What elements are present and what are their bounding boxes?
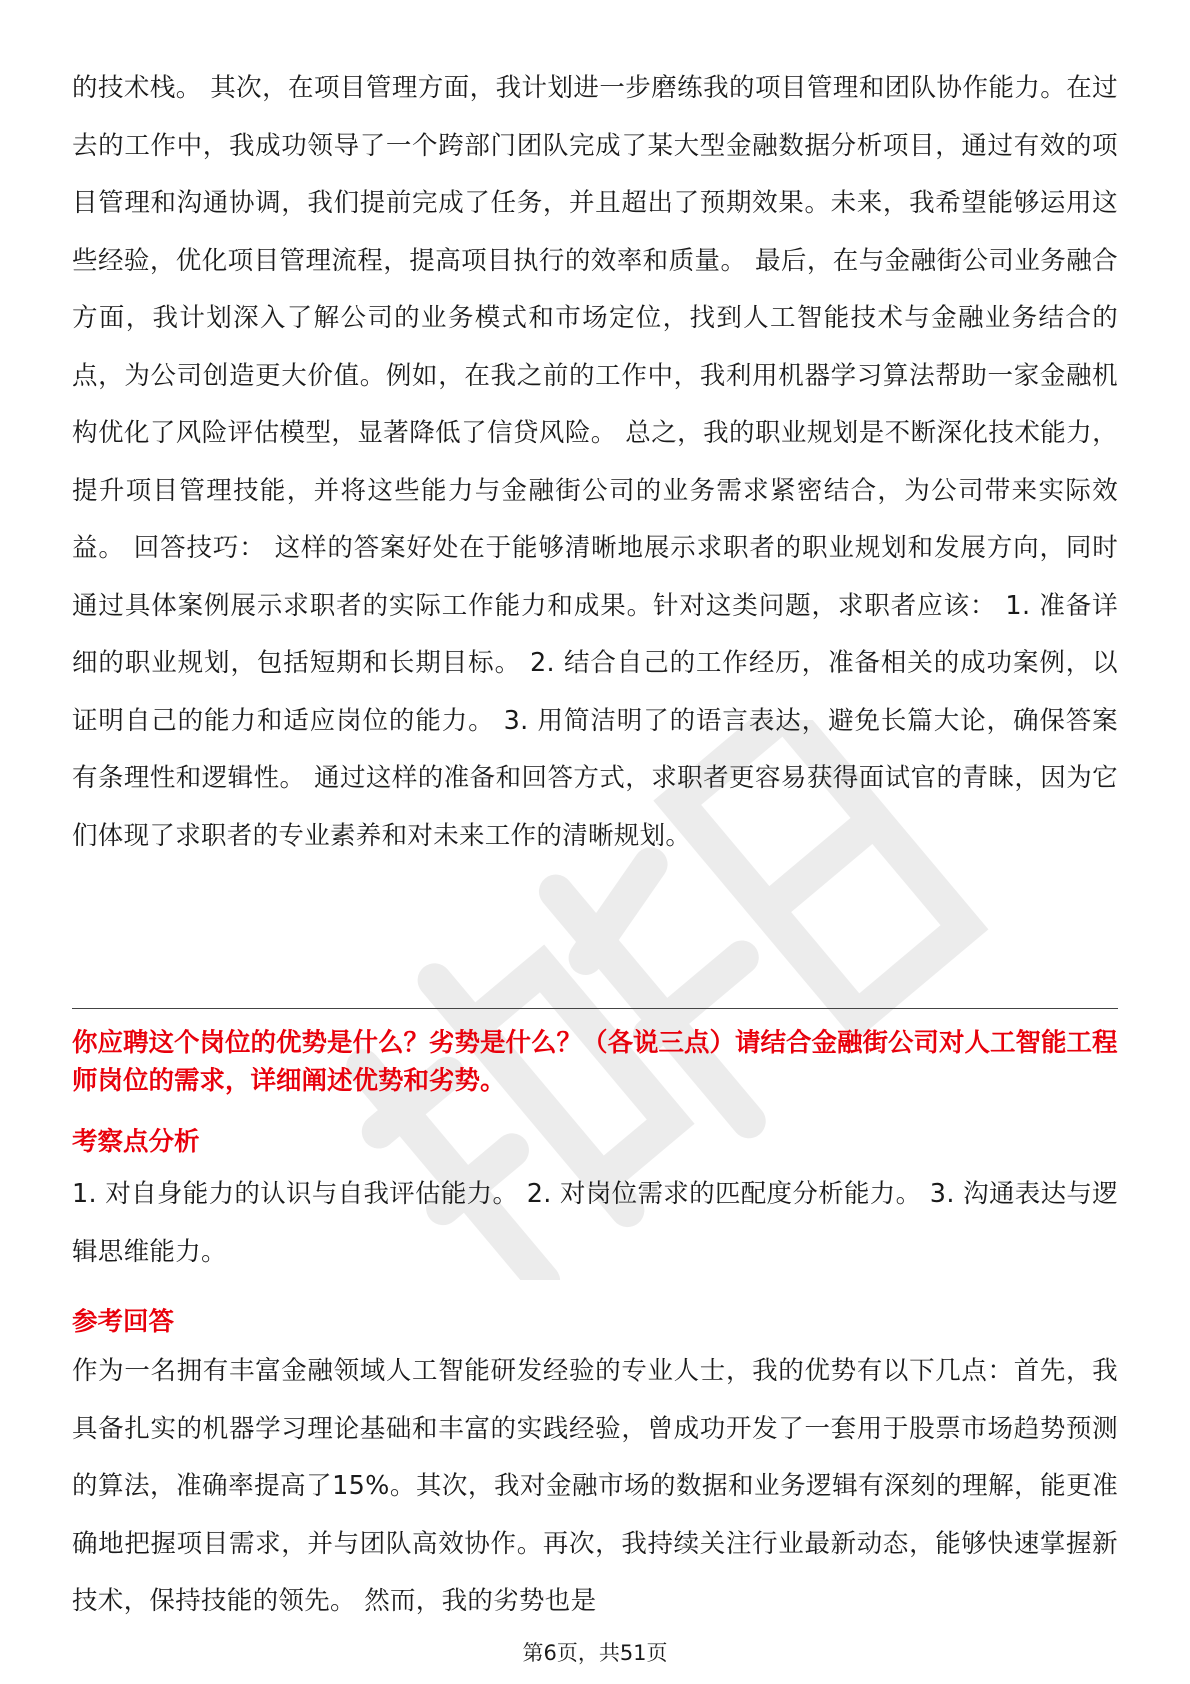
analysis-section [72,1166,1118,1281]
answer-section [72,1343,1118,1631]
analysis-heading: 考察点分析 [72,1127,200,1157]
page-number: 第6页，共51页 [522,1641,668,1665]
page-footer [0,1638,1190,1668]
answer-heading: 参考回答 [72,1307,175,1337]
analysis-paragraph: 1. 对自身能力的认识与自我评估能力。 2. 对岗位需求的匹配度分析能力。 3. 沟通表达与逻辑思维能力。 [72,1179,1118,1267]
continuation-paragraph: 的技术栈。 其次，在项目管理方面，我计划进一步磨练我的项目管理和团队协作能力。在过去的工作中，我成功领导了一个跨部门团队完成了某大型金融数据分析项目，通过有效的项目管理和沟通协调，我们提前完成了任务，并且超出了预期效果。未来，我希望能够运用这些经验，优化项目管理流程，提高项目执行的效率和质量。 最后，在与金融街公司业务融合方面，我计划深入了解公司的业务模式和市场定位，找到人工智能技术与金融业务结合的点，为公司创造更大价值。例如，在我之前的工作中，我利用机器学习算法帮助一家金融机构优化了风险评估模型，显著降低了信贷风险。 总之，我的职业规划是不断深化技术能力，提升项目管理技能，并将这些能力与金融街公司的业务需求紧密结合，为公司带来实际效益。 回答技巧： 这样的答案好处在于能够清晰地展示求职者的职业规划和发展方向，同时通过具体案例展示求职者的实际工作能力和成果。针对这类问题，求职者应该： 1. 准备详细的职业规划，包括短期和长期目标。 2. 结合自己的工作经历，准备相关的成功案例，以证明自己的能力和适应岗位的能力。 3. 用简洁明了的语言表达，避免长篇大论，确保答案有条理性和逻辑性。 通过这样的准备和回答方式，求职者更容易获得面试官的青睐，因为它们体现了求职者的专业素养和对未来工作的清晰规划。 [72,73,1118,851]
answer-paragraph: 作为一名拥有丰富金融领域人工智能研发经验的专业人士，我的优势有以下几点：首先，我具备扎实的机器学习理论基础和丰富的实践经验，曾成功开发了一套用于股票市场趋势预测的算法，准确率提高了15%。其次，我对金融市场的数据和业务逻辑有深刻的理解，能更准确地把握项目需求，并与团队高效协作。再次，我持续关注行业最新动态，能够快速掌握新技术，保持技能的领先。 然而，我的劣势也是 [72,1356,1118,1616]
section-divider [72,1008,1118,1009]
continuation-section [72,60,1118,865]
interview-question: 你应聘这个岗位的优势是什么？劣势是什么？（各说三点）请结合金融街公司对人工智能工程师岗位的需求，详细阐述优势和劣势。 [72,1028,1118,1096]
